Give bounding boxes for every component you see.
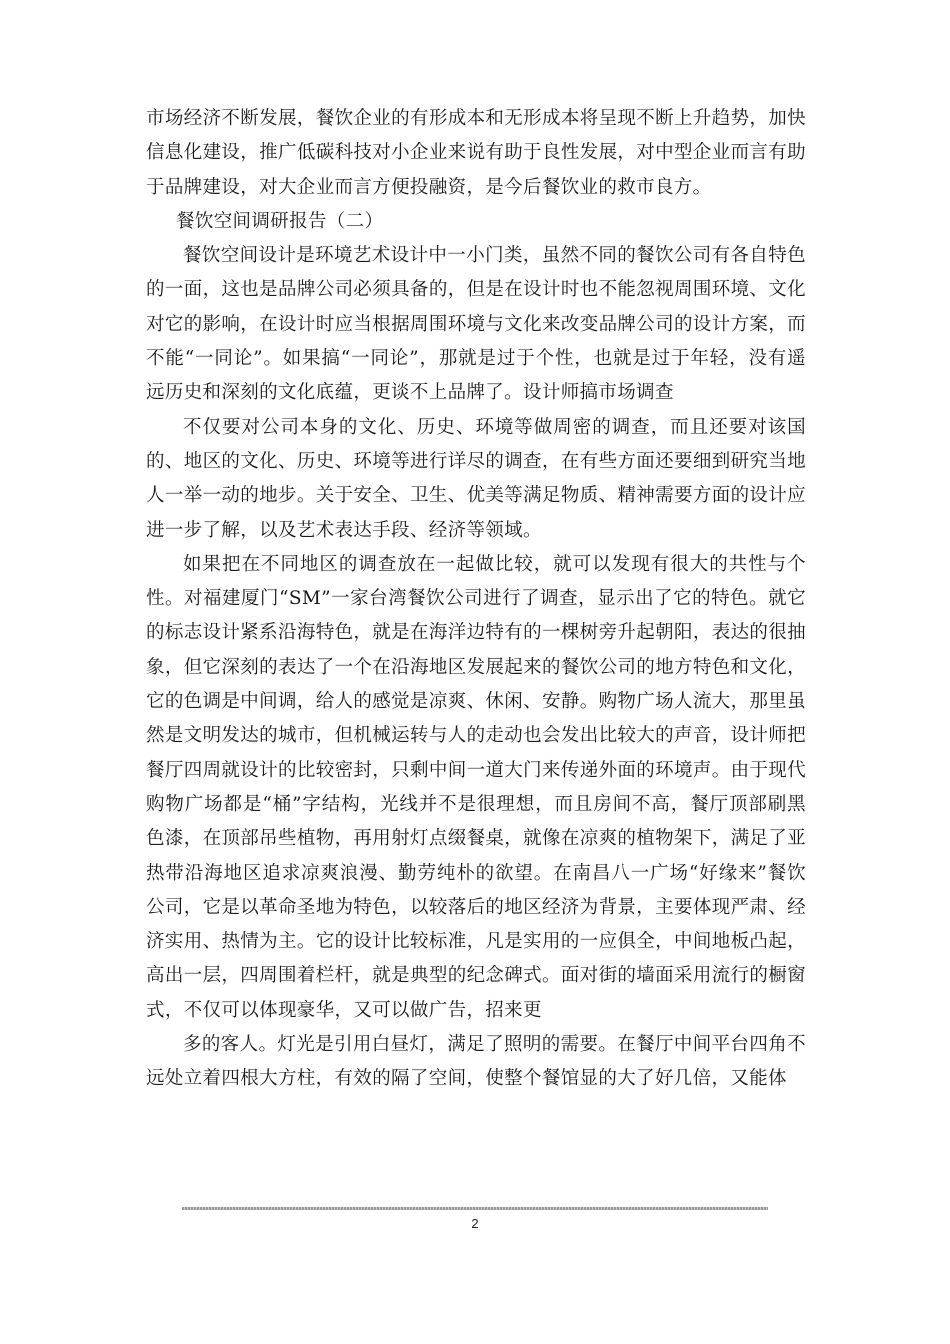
footer-divider	[182, 1207, 768, 1210]
paragraph-3: 不仅要对公司本身的文化、历史、环境等做周密的调查，而且还要对该国的、地区的文化、历史、环境等进行详尽的调查，在有些方面还要细到研究当地人一举一动的地步。关于安全、卫生、优美等满足物质、精神需要方面的设计应进一步了解，以及艺术表达手段、经济等领域。	[146, 416, 806, 541]
paragraph-4: 如果把在不同地区的调查放在一起做比较，就可以发现有很大的共性与个性。对福建厦门“SM”一家台湾餐饮公司进行了调查，显示出了它的特色。就它的标志设计紧系沿海特色，就是在海洋边特有的一棵树旁升起朝阳，表达的很抽象，但它深刻的表达了一个在沿海地区发展起来的餐饮公司的地方特色和文化，它的色调是中间调，给人的感觉是凉爽、休闲、安静。购物广场人流大，那里虽然是文明发达的城市，但机械运转与人的走动也会发出比较大的声音，设计师把餐厅四周就设计的比较密封，只剩中间一道大门来传递外面的环境声。由于现代购物广场都是“桶”字结构，光线并不是很理想，而且房间不高，餐厅顶部刷黑色漆，在顶部吊些植物，再用射灯点缀餐桌，就像在凉爽的植物架下，满足了亚热带沿海地区追求凉爽浪漫、勤劳纯朴的欲望。在南昌八一广场“好缘来”餐饮公司，它是以革命圣地为特色，以较落后的地区经济为背景，主要体现严肃、经济实用、热情为主。它的设计比较标准，凡是实用的一应俱全，中间地板凸起，高出一层，四周围着栏杆，就是典型的纪念碑式。面对街的墙面采用流行的橱窗式，不仅可以体现豪华，又可以做广告，招来更	[146, 553, 806, 1021]
paragraph-1: 市场经济不断发展，餐饮企业的有形成本和无形成本将呈现不断上升趋势，加快信息化建设，推广低碳科技对小企业来说有助于良性发展，对中型企业而言有助于品牌建设，对大企业而言方便投融资，是今后餐饮业的救市良方。	[146, 108, 806, 198]
document-body	[146, 102, 806, 1097]
paragraph-5: 多的客人。灯光是引用白昼灯，满足了照明的需要。在餐厅中间平台四角不远处立着四根大方柱，有效的隔了空间，使整个餐馆显的大了好几倍，又能体	[146, 1034, 806, 1090]
page-number: 2	[471, 1216, 479, 1231]
section-heading: 餐饮空间调研报告（二）	[176, 210, 384, 232]
paragraph-2: 餐饮空间设计是环境艺术设计中一小门类，虽然不同的餐饮公司有各自特色的一面，这也是品牌公司必须具备的，但是在设计时也不能忽视周围环境、文化对它的影响，在设计时应当根据周围环境与文化来改变品牌公司的设计方案，而不能“一同论”。如果搞“一同论”，那就是过于个性，也就是过于年轻，没有遥远历史和深刻的文化底蕴，更谈不上品牌了。设计师搞市场调查	[146, 245, 806, 404]
